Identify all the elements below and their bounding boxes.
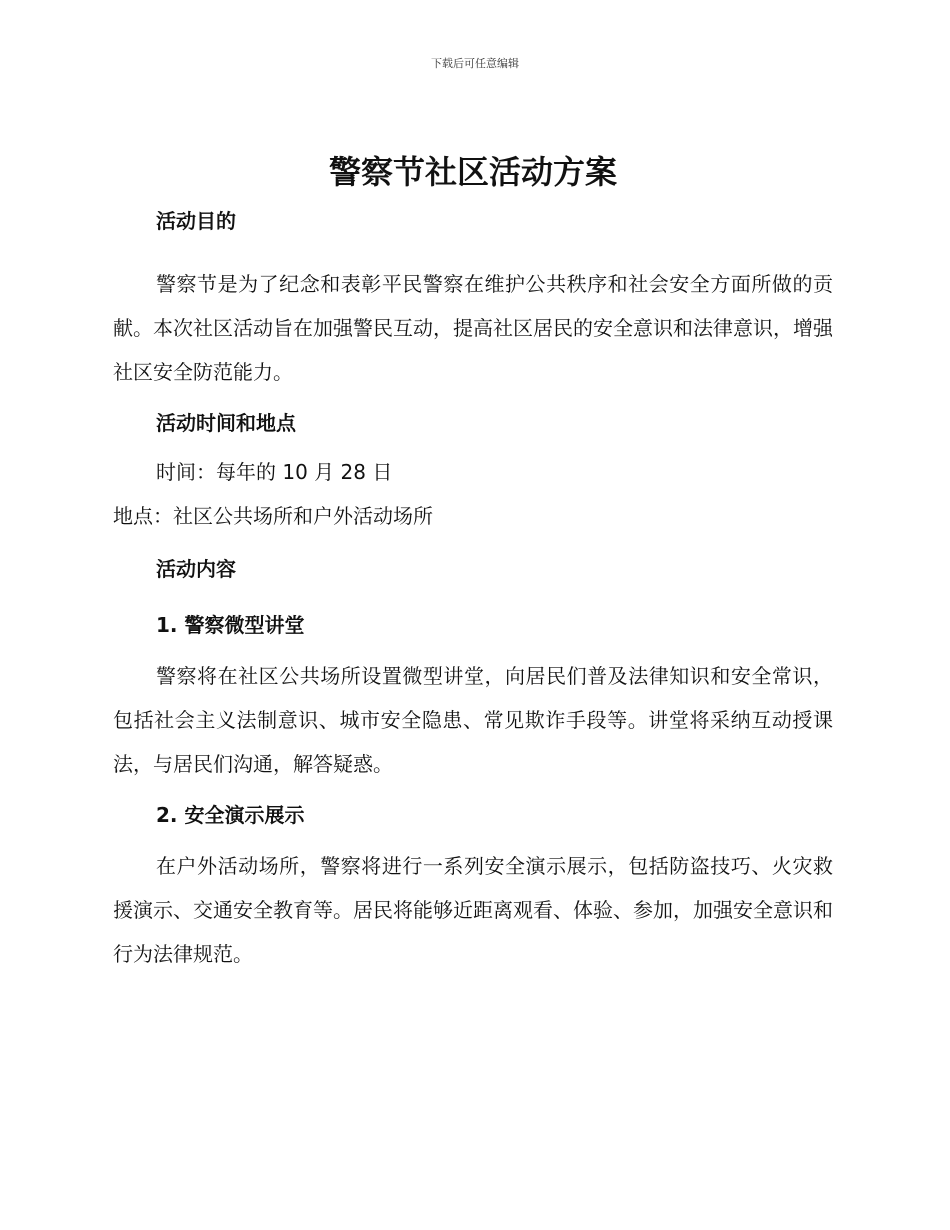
paragraph-lecture: 警察将在社区公共场所设置微型讲堂，向居民们普及法律知识和安全常识，包括社会主义法制意识、城市安全隐患、常见欺诈手段等。讲堂将采纳互动授课法，与居民们沟通，解答疑惑。 <box>113 664 833 776</box>
section-heading-content: 活动内容 <box>156 557 236 581</box>
document-title: 警察节社区活动方案 <box>328 153 617 191</box>
event-time: 时间：每年的 10 月 28 日 <box>156 460 393 484</box>
header-note: 下载后可任意编辑 <box>431 57 519 70</box>
item-heading-lecture: 1. 警察微型讲堂 <box>156 613 305 637</box>
paragraph-safety-demo: 在户外活动场所，警察将进行一系列安全演示展示，包括防盗技巧、火灾救援演示、交通安全教育等。居民将能够近距离观看、体验、参加，加强安全意识和行为法律规范。 <box>113 854 833 966</box>
paragraph-purpose: 警察节是为了纪念和表彰平民警察在维护公共秩序和社会安全方面所做的贡献。本次社区活动旨在加强警民互动，提高社区居民的安全意识和法律意识，增强社区安全防范能力。 <box>113 272 833 384</box>
event-place: 地点：社区公共场所和户外活动场所 <box>113 504 433 528</box>
item-heading-safety-demo: 2. 安全演示展示 <box>156 803 305 827</box>
document-content <box>113 150 833 990</box>
section-heading-time-place: 活动时间和地点 <box>156 411 296 435</box>
section-heading-purpose: 活动目的 <box>156 209 236 233</box>
